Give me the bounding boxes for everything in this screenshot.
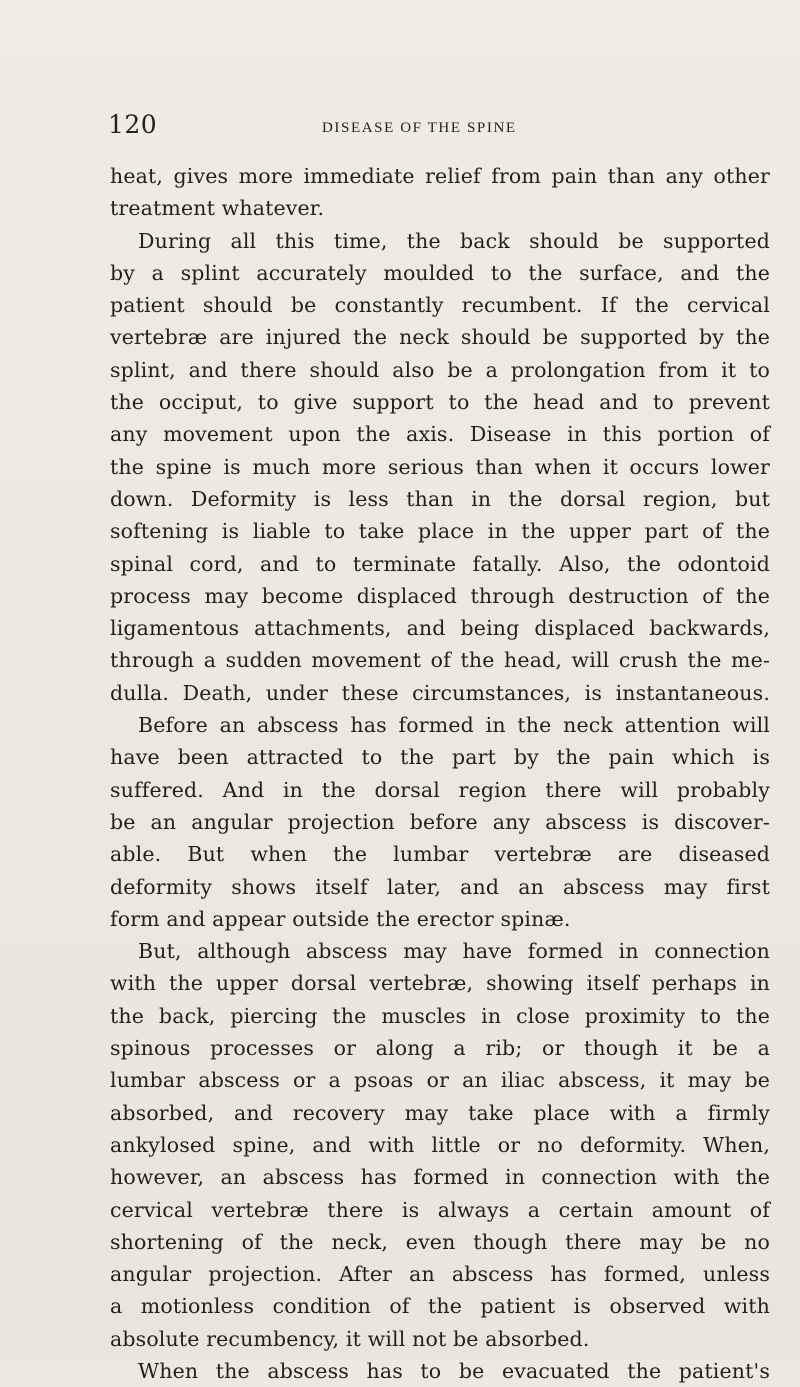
- text-line: suffered. And in the dorsal region there will probably: [110, 777, 770, 802]
- text-line: form and appear outside the erector spinæ.: [110, 906, 571, 931]
- text-line: any movement upon the axis. Disease in this portion of: [110, 422, 770, 447]
- text-line: But, although abscess may have formed in connection: [138, 939, 770, 964]
- text-line: vertebræ are injured the neck should be supported by the: [110, 325, 770, 350]
- text-line: angular projection. After an abscess has formed, unless: [110, 1262, 770, 1287]
- text-line: be an angular projection before any abscess is discover-: [110, 809, 770, 834]
- text-line: When the abscess has to be evacuated the patient's: [138, 1358, 770, 1383]
- text-line: ankylosed spine, and with little or no deformity. When,: [110, 1132, 770, 1157]
- text-line: dulla. Death, under these circumstances, is instantaneous.: [110, 680, 770, 705]
- body-text: [110, 160, 770, 1387]
- page-number: 120: [108, 110, 158, 139]
- text-line: deformity shows itself later, and an abscess may first: [110, 874, 770, 899]
- text-line: heat, gives more immediate relief from pain than any other: [110, 164, 770, 188]
- text-line: splint, and there should also be a prolongation from it to: [110, 357, 770, 382]
- text-line: the occiput, to give support to the head and to prevent: [110, 390, 770, 415]
- text-line: softening is liable to take place in the upper part of the: [110, 519, 770, 544]
- text-line: down. Deformity is less than in the dorsal region, but: [110, 486, 770, 511]
- text-line: spinous processes or along a rib; or though it be a: [110, 1036, 770, 1061]
- running-head: [108, 110, 768, 150]
- text-line: a motionless condition of the patient is observed with: [110, 1294, 770, 1319]
- text-line: spinal cord, and to terminate fatally. Also, the odontoid: [110, 551, 770, 576]
- text-line: by a splint accurately moulded to the surface, and the: [110, 260, 770, 285]
- text-line: shortening of the neck, even though there may be no: [110, 1229, 770, 1254]
- text-line: lumbar abscess or a psoas or an iliac abscess, it may be: [110, 1068, 770, 1093]
- text-line: absorbed, and recovery may take place with a firmly: [110, 1100, 770, 1125]
- text-line: able. But when the lumbar vertebræ are diseased: [110, 842, 770, 867]
- text-line: cervical vertebræ there is always a certain amount of: [110, 1197, 770, 1222]
- text-line: with the upper dorsal vertebræ, showing itself perhaps in: [110, 971, 770, 996]
- text-line: absolute recumbency, it will not be absorbed.: [110, 1326, 590, 1351]
- text-line: through a sudden movement of the head, will crush the me-: [110, 648, 770, 673]
- text-line: patient should be constantly recumbent. If the cervical: [110, 293, 770, 318]
- text-line: Before an abscess has formed in the neck attention will: [138, 713, 770, 738]
- text-line: however, an abscess has formed in connection with the: [110, 1165, 770, 1190]
- running-title: DISEASE OF THE SPINE: [322, 120, 517, 136]
- text-line: the spine is much more serious than when it occurs lower: [110, 454, 770, 479]
- text-line: have been attracted to the part by the pain which is: [110, 745, 770, 770]
- text-line: ligamentous attachments, and being displaced backwards,: [110, 616, 770, 641]
- text-line: the back, piercing the muscles in close proximity to the: [110, 1003, 770, 1028]
- text-line: process may become displaced through destruction of the: [110, 583, 770, 608]
- text-line: During all this time, the back should be supported: [138, 228, 770, 253]
- text-line: treatment whatever.: [110, 196, 325, 221]
